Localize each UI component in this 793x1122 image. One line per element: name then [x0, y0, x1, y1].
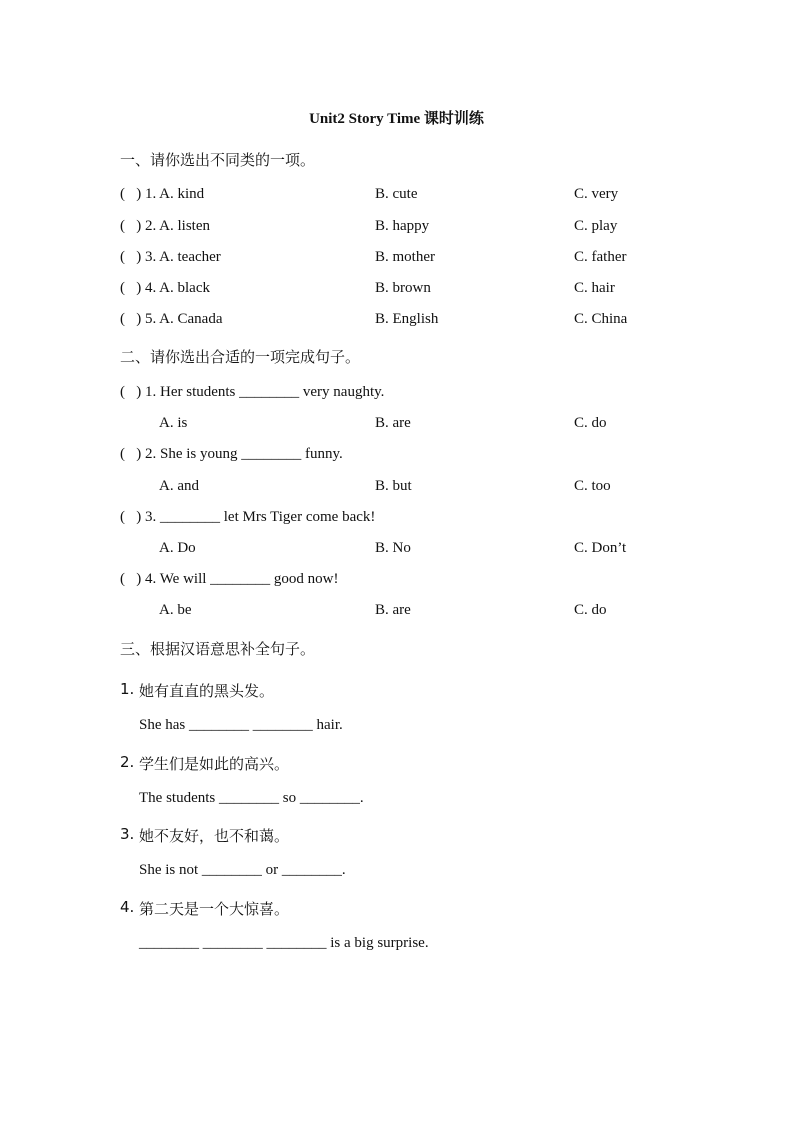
s1-q3: ( ) 3. A. teacher — [120, 249, 221, 265]
s2-q4: ( ) 4. We will ________ good now! — [120, 571, 339, 587]
s1-q3-option-c: C. father — [574, 249, 627, 265]
section-1-heading: 一、请你选出不同类的一项。 — [120, 151, 316, 169]
s2-q4-option-b: B. are — [375, 602, 411, 618]
s1-q5: ( ) 5. A. Canada — [120, 311, 223, 327]
s2-q3: ( ) 3. ________ let Mrs Tiger come back! — [120, 509, 376, 525]
s1-q5-option-c: C. China — [574, 311, 628, 327]
s2-q4-option-a: A. be — [159, 602, 192, 618]
page-title: Unit2 Story Time 课时训练 — [309, 111, 484, 127]
s2-q1-option-a: A. is — [159, 415, 188, 431]
s1-q1-option-b: B. cute — [375, 186, 418, 202]
s2-q2: ( ) 2. She is young ________ funny. — [120, 446, 343, 462]
s3-item-3-english: She is not ________ or ________. — [139, 862, 346, 878]
s3-item-2-chinese: 学生们是如此的高兴。 — [139, 755, 290, 773]
s2-q3-option-a: A. Do — [159, 540, 196, 556]
s2-q4-option-c: C. do — [574, 602, 607, 618]
s1-q5-option-b: B. English — [375, 311, 439, 327]
s2-q1: ( ) 1. Her students ________ very naughty. — [120, 384, 385, 400]
s3-item-4-english: ________ ________ ________ is a big surprise. — [139, 935, 429, 951]
section-2-heading: 二、请你选出合适的一项完成句子。 — [120, 348, 361, 366]
s1-q4-option-c: C. hair — [574, 280, 615, 296]
s3-item-1-chinese: 她有直直的黑头发。 — [139, 682, 275, 700]
s3-item-3-chinese: 她不友好，也不和蔼。 — [139, 827, 290, 845]
s2-q2-option-c: C. too — [574, 478, 611, 494]
s2-q2-option-b: B. but — [375, 478, 412, 494]
s3-item-1-number: 1. — [120, 680, 135, 698]
s1-q2-option-c: C. play — [574, 218, 618, 234]
s1-q2-option-b: B. happy — [375, 218, 430, 234]
s2-q2-option-a: A. and — [159, 478, 199, 494]
section-3-heading: 三、根据汉语意思补全句子。 — [120, 640, 316, 658]
s3-item-2-number: 2. — [120, 753, 135, 771]
s1-q4-option-b: B. brown — [375, 280, 431, 296]
s3-item-2-english: The students ________ so ________. — [139, 790, 364, 806]
s3-item-3-number: 3. — [120, 825, 135, 843]
s2-q3-option-c: C. Don’t — [574, 540, 627, 556]
s3-item-4-chinese: 第二天是一个大惊喜。 — [139, 900, 290, 918]
s2-q1-option-c: C. do — [574, 415, 607, 431]
s2-q3-option-b: B. No — [375, 540, 411, 556]
s1-q2: ( ) 2. A. listen — [120, 218, 210, 234]
s1-q1: ( ) 1. A. kind — [120, 186, 205, 202]
s1-q3-option-b: B. mother — [375, 249, 435, 265]
s2-q1-option-b: B. are — [375, 415, 411, 431]
s1-q4: ( ) 4. A. black — [120, 280, 210, 296]
s3-item-4-number: 4. — [120, 898, 135, 916]
s1-q1-option-c: C. very — [574, 186, 619, 202]
s3-item-1-english: She has ________ ________ hair. — [139, 717, 343, 733]
